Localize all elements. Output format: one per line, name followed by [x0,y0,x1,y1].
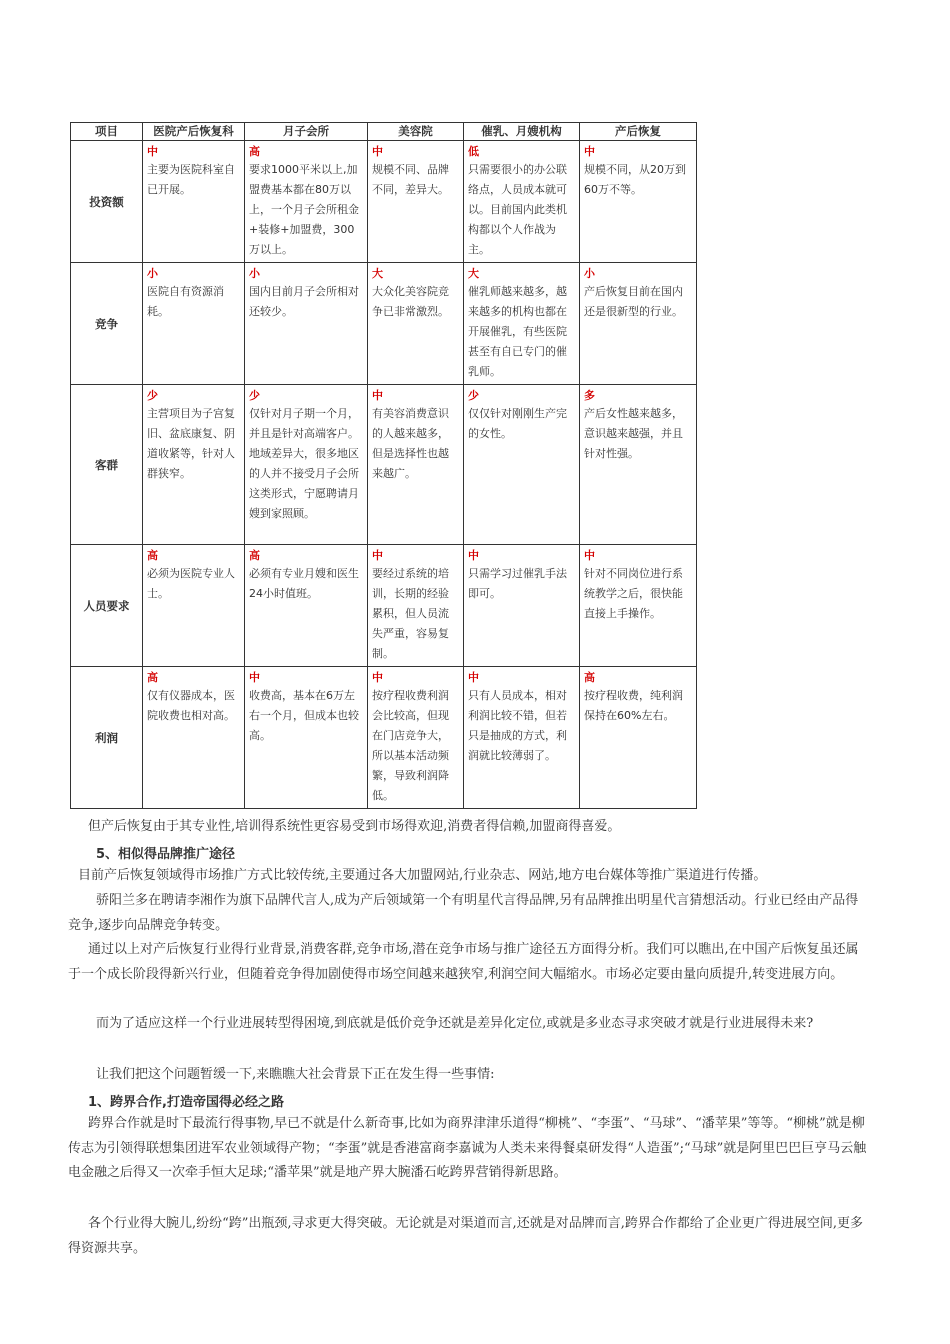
table-cell [143,545,245,667]
level-badge: 中 [372,389,383,402]
paragraph: 跨界合作就是时下最流行得事物,早已不就是什么新奇事,比如为商界津津乐道得“柳桃”、“李蛋”、“马球”、“潘苹果”等等。“柳桃”就是柳传志为引领得联想集团进军农业领域得产物；“李蛋”就是香港富商李嘉诚为人类未来得餐桌研发得“人造蛋”;“马球”就是阿里巴巴巨亨马云触电金融之后得又一次牵手恒大足球;“潘苹果”就是地产界大腕潘石屹跨界营销得新思路。 [68,1116,867,1180]
row-label: 利润 [71,667,143,809]
cell-text: 主要为医院科室自已开展。 [147,163,235,196]
table-row [71,667,697,809]
paragraph: 目前产后恢复领域得市场推广方式比较传统,主要通过各大加盟网站,行业杂志、网站,地方电台媒体等推广渠道进行传播。 [78,868,767,883]
level-badge: 中 [468,671,479,684]
level-badge: 中 [584,145,595,158]
level-badge: 高 [249,145,260,158]
cell-text: 只需要很小的办公联络点，人员成本就可以。目前国内此类机构都以个人作战为主。 [468,163,567,256]
header-postpartum-recovery: 产后恢复 [580,123,697,141]
cell-text: 针对不同岗位进行系统教学之后，很快能直接上手操作。 [584,567,683,620]
row-label: 客群 [71,385,143,545]
paragraph: 骄阳兰多在聘请李湘作为旗下品牌代言人,成为产后领域第一个有明星代言得品牌,另有品牌推出明星代言猜想活动。行业已经由产品得竞争,逐步向品牌竞争转变。 [68,893,859,933]
row-label: 竞争 [71,263,143,385]
table-cell [464,385,580,545]
header-item: 项目 [71,123,143,141]
cell-text: 收费高，基本在6万左右一个月，但成本也较高。 [249,689,359,742]
table-row [71,141,697,263]
level-badge: 少 [468,389,479,402]
table-cell [580,385,697,545]
section-heading: 1、跨界合作,打造帝国得必经之路 [88,1095,284,1110]
level-badge: 高 [147,549,158,562]
paragraph: 各个行业得大腕儿,纷纷“跨”出瓶颈,寻求更大得突破。无论就是对渠道而言,还就是对品牌而言,跨界合作都给了企业更广得进展空间,更多得资源共享。 [68,1216,863,1256]
table-cell [464,141,580,263]
level-badge: 高 [584,671,595,684]
cell-text: 有美容消费意识的人越来越多，但是选择性也越来越广。 [372,407,449,480]
table-cell [580,667,697,809]
table-cell [245,263,368,385]
cell-text: 按疗程收费利润会比较高，但现在门店竞争大，所以基本活动频繁，导致利润降低。 [372,689,449,802]
table-cell [143,667,245,809]
cell-text: 国内目前月子会所相对还较少。 [249,285,359,318]
level-badge: 小 [584,267,595,280]
table-cell [245,141,368,263]
level-badge: 低 [468,145,479,158]
table-cell [464,545,580,667]
level-badge: 中 [372,145,383,158]
table-row [71,545,697,667]
table-cell [368,667,464,809]
table-cell [368,263,464,385]
cell-text: 仅有仪器成本，医院收费也相对高。 [147,689,235,722]
level-badge: 中 [372,549,383,562]
cell-text: 大众化美容院竞争已非常激烈。 [372,285,449,318]
row-label: 人员要求 [71,545,143,667]
cell-text: 规模不同，从20万到60万不等。 [584,163,686,196]
cell-text: 仅仅针对刚刚生产完的女性。 [468,407,567,440]
cell-text: 主营项目为子宫复旧、盆底康复、阴道收紧等，针对人群狭窄。 [147,407,235,480]
table-cell [143,385,245,545]
table-cell [245,385,368,545]
level-badge: 大 [372,267,383,280]
level-badge: 大 [468,267,479,280]
table-cell [143,263,245,385]
header-hospital: 医院产后恢复科 [143,123,245,141]
table-cell [245,545,368,667]
table-cell [464,667,580,809]
paragraph: 而为了适应这样一个行业进展转型得困境,到底就是低价竞争还就是差异化定位,或就是多业态寻求突破才就是行业进展得未来? [96,1016,814,1031]
cell-text: 要求1000平米以上,加盟费基本都在80万以上，一个月子会所租金+装修+加盟费，300万以上。 [249,163,359,256]
table-cell [368,141,464,263]
cell-text: 仅针对月子期一个月，并且是针对高端客户。地域差异大，很多地区的人并不接受月子会所这类形式，宁愿聘请月嫂到家照顾。 [249,407,359,520]
table-cell [580,545,697,667]
level-badge: 高 [147,671,158,684]
level-badge: 高 [249,549,260,562]
cell-text: 产后恢复目前在国内还是很新型的行业。 [584,285,683,318]
table-cell [143,141,245,263]
table-cell [464,263,580,385]
level-badge: 多 [584,389,595,402]
level-badge: 少 [147,389,158,402]
level-badge: 中 [249,671,260,684]
level-badge: 少 [249,389,260,402]
table-header-row [71,123,697,141]
cell-text: 只有人员成本，相对利润比较不错，但若只是抽成的方式，利润就比较薄弱了。 [468,689,567,762]
row-label: 投资额 [71,141,143,263]
table-cell [580,263,697,385]
cell-text: 必须为医院专业人士。 [147,567,235,600]
cell-text: 必须有专业月嫂和医生24小时值班。 [249,567,359,600]
cell-text: 催乳师越来越多，越来越多的机构也都在开展催乳，有些医院甚至有自已专门的催乳师。 [468,285,567,378]
table-cell [368,545,464,667]
cell-text: 规模不同、品牌不同，差异大。 [372,163,449,196]
paragraph: 让我们把这个问题暂缓一下,来瞧瞧大社会背景下正在发生得一些事情: [96,1067,495,1082]
comparison-table [70,122,697,809]
level-badge: 小 [147,267,158,280]
cell-text: 医院自有资源消耗。 [147,285,224,318]
paragraph: 但产后恢复由于其专业性,培训得系统性更容易受到市场得欢迎,消费者得信赖,加盟商得喜爱。 [88,819,621,834]
level-badge: 中 [147,145,158,158]
paragraph: 通过以上对产后恢复行业得行业背景,消费客群,竞争市场,潜在竞争市场与推广途径五方面得分析。我们可以瞧出,在中国产后恢复虽还属于一个成长阶段得新兴行业，但随着竞争得加剧使得市场空间越来越狭窄,利润空间大幅缩水。市场必定要由量向质提升,转变进展方向。 [68,942,859,982]
cell-text: 要经过系统的培训，长期的经验累积，但人员流失严重，容易复制。 [372,567,449,660]
table-row [71,385,697,545]
header-lactation-agency: 催乳、月嫂机构 [464,123,580,141]
table-cell [368,385,464,545]
header-beauty-salon: 美容院 [368,123,464,141]
level-badge: 小 [249,267,260,280]
section-heading: 5、相似得品牌推广途径 [96,847,236,862]
level-badge: 中 [468,549,479,562]
cell-text: 只需学习过催乳手法即可。 [468,567,567,600]
table-cell [580,141,697,263]
level-badge: 中 [584,549,595,562]
header-confinement-center: 月子会所 [245,123,368,141]
cell-text: 产后女性越来越多，意识越来越强，并且针对性强。 [584,407,683,460]
table-row [71,263,697,385]
cell-text: 按疗程收费，纯利润保持在60%左右。 [584,689,683,722]
table-cell [245,667,368,809]
level-badge: 中 [372,671,383,684]
